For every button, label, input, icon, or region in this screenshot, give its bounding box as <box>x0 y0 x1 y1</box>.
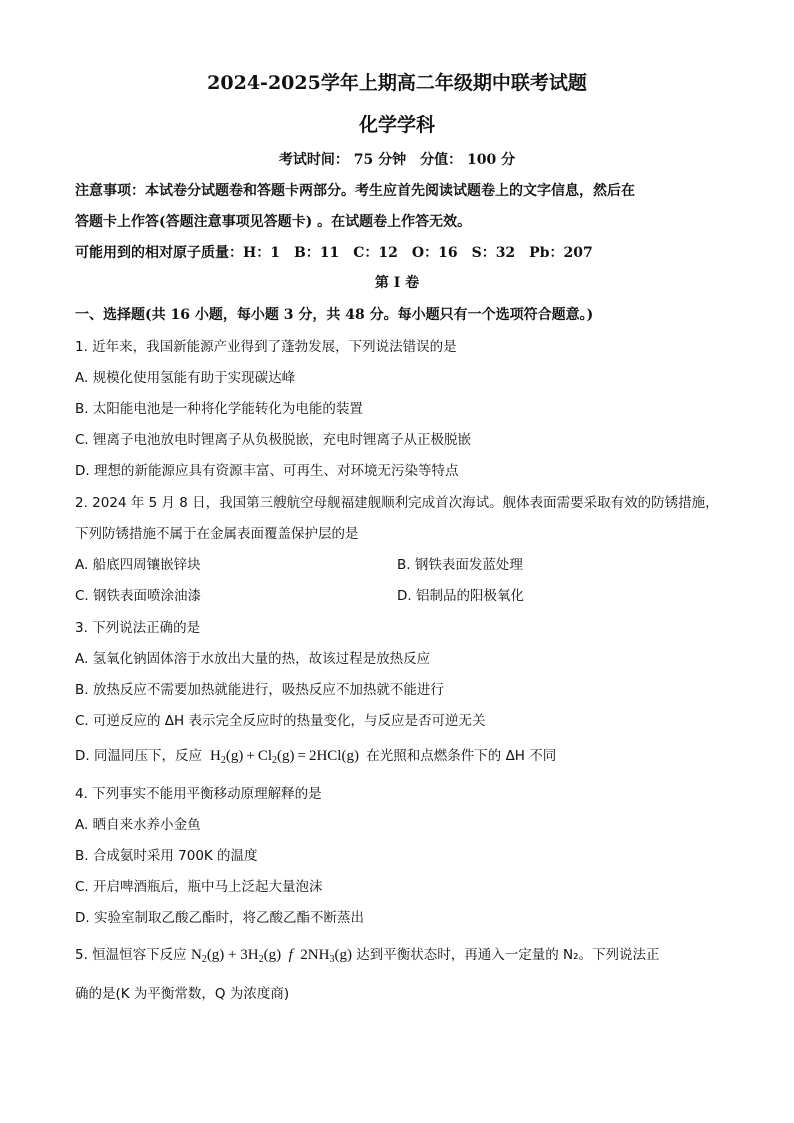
q3-option-a: A. 氢氧化钠固体溶于水放出大量的热，故该过程是放热反应 <box>75 651 431 667</box>
q1-option-c: C. 锂离子电池放电时锂离子从负极脱嵌，充电时锂离子从正极脱嵌 <box>75 432 472 448</box>
q3-option-b: B. 放热反应不需要加热就能进行，吸热反应不加热就不能进行 <box>75 682 444 698</box>
section-heading: 一、选择题(共 16 小题，每小题 3 分，共 48 分。每小题只有一个选项符合题意。) <box>75 307 594 323</box>
q3-option-d-suffix: 在光照和点燃条件下的 ΔH 不同 <box>366 748 557 764</box>
q4-option-a: A. 晒自来水养小金鱼 <box>75 817 201 833</box>
q3-option-d <box>75 746 724 766</box>
q4-stem: 4. 下列事实不能用平衡移动原理解释的是 <box>75 786 322 802</box>
exam-info: 考试时间： 75 分钟 分值： 100 分 <box>278 152 516 168</box>
q1-option-a: A. 规模化使用氢能有助于实现碳达峰 <box>75 370 296 386</box>
notice-line-1: 注意事项：本试卷分试题卷和答题卡两部分。考生应首先阅读试题卷上的文字信息，然后在 <box>75 183 635 199</box>
q2-option-d: D. 铝制品的阳极氧化 <box>397 588 524 604</box>
subject-title: 化学学科 <box>358 114 435 136</box>
q4-option-c: C. 开启啤酒瓶后，瓶中马上泛起大量泡沫 <box>75 879 323 895</box>
q4-option-b: B. 合成氨时采用 700K 的温度 <box>75 848 258 864</box>
q3-stem: 3. 下列说法正确的是 <box>75 620 201 636</box>
q5-stem-prefix: 5. 恒温恒容下反应 <box>75 947 187 963</box>
q5-stem-line-2: 确的是(K 为平衡常数，Q 为浓度商) <box>75 986 290 1002</box>
q3-option-c: C. 可逆反应的 ΔH 表示完全反应时的热量变化，与反应是否可逆无关 <box>75 713 486 729</box>
q5-stem-line-1 <box>75 945 724 965</box>
q2-stem-line-1: 2. 2024 年 5 月 8 日，我国第三艘航空母舰福建舰顺利完成首次海试。舰体表面需要采取有效的防锈措施， <box>75 495 719 511</box>
q2-option-a: A. 船底四周镶嵌锌块 <box>75 557 201 573</box>
q3-option-d-prefix: D. 同温同压下，反应 <box>75 748 202 764</box>
atomic-mass-line: 可能用到的相对原子质量：H：1 B：11 C：12 O：16 S：32 Pb：207 <box>75 245 593 261</box>
q5-stem-suffix: 达到平衡状态时，再通入一定量的 N₂。下列说法正 <box>356 947 660 963</box>
exam-title: 2024-2025学年上期高二年级期中联考试题 <box>207 72 587 94</box>
q1-option-b: B. 太阳能电池是一种将化学能转化为电能的装置 <box>75 401 363 417</box>
q3-equation: $H_2(g) + Cl_2(g) = 2HCl(g)$ <box>206 748 362 766</box>
volume-label: 第 I 卷 <box>374 275 420 291</box>
q1-stem: 1. 近年来，我国新能源产业得到了蓬勃发展，下列说法错误的是 <box>75 339 457 355</box>
notice-line-2: 答题卡上作答(答题注意事项见答题卡) 。在试题卷上作答无效。 <box>75 214 472 230</box>
q1-option-d: D. 理想的新能源应具有资源丰富、可再生、对环境无污染等特点 <box>75 463 459 479</box>
q2-option-c: C. 钢铁表面喷涂油漆 <box>75 588 202 604</box>
q5-equation: $N_2(g) + 3H_2(g)$ f $2NH_3(g)$ <box>190 947 352 965</box>
q2-option-b: B. 钢铁表面发蓝处理 <box>397 557 523 573</box>
q2-stem-line-2: 下列防锈措施不属于在金属表面覆盖保护层的是 <box>75 526 359 542</box>
q4-option-d: D. 实验室制取乙酸乙酯时，将乙酸乙酯不断蒸出 <box>75 910 364 926</box>
